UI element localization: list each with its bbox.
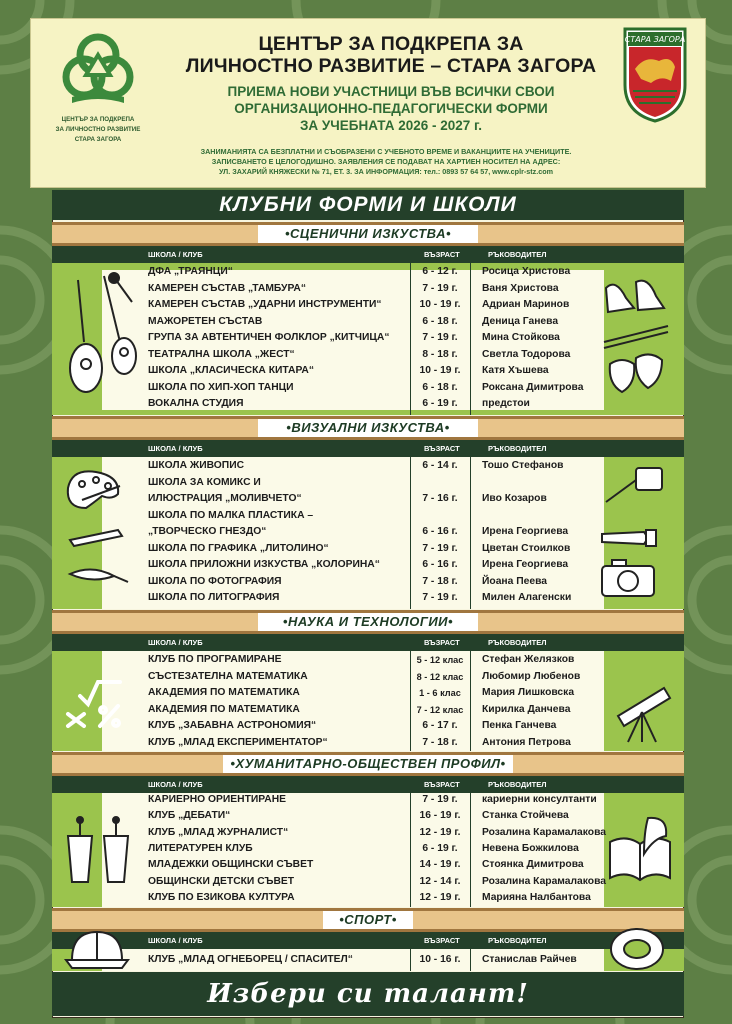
row-age: 6 - 17 г. — [422, 720, 458, 731]
row-age: 7 - 19 г. — [422, 592, 458, 603]
row-age: 5 - 12 клас — [416, 655, 464, 665]
row-name: МАЖОРЕТЕН СЪСТАВ — [148, 315, 263, 327]
row-age: 14 - 19 г. — [419, 859, 461, 871]
roller-tube-camera-icon — [592, 462, 676, 602]
row-name: КЛУБ „МЛАД ОГНЕБОРЕЦ / СПАСИТЕЛ“ — [148, 954, 353, 965]
row-name: КАРИЕРНО ОРИЕНТИРАНЕ — [148, 794, 287, 805]
shoes-drumsticks-masks-icon — [596, 268, 676, 408]
row-leader: кариерни консултанти — [482, 794, 597, 805]
column-age: ВЪЗРАСТ — [424, 780, 460, 789]
row-age: 1 - 6 клас — [419, 688, 461, 698]
book-quill-icon — [604, 812, 676, 888]
column-school: ШКОЛА / КЛУБ — [148, 936, 203, 945]
table-row — [52, 841, 684, 857]
row-age: 7 - 19 г. — [422, 332, 458, 343]
column-header — [52, 246, 684, 263]
row-name: ШКОЛА ЖИВОПИС — [148, 460, 245, 471]
table-row — [52, 652, 684, 668]
column-header — [52, 932, 684, 949]
row-age: 6 - 14 г. — [422, 460, 458, 471]
table-row — [52, 874, 684, 890]
header-subtitle-line-3: ЗА УЧЕБНАТА 2026 - 2027 г. — [299, 118, 483, 133]
row-leader: Антония Петрова — [482, 736, 571, 748]
row-name: ШКОЛА ПО ЛИТОГРАФИЯ — [148, 592, 280, 603]
row-leader: Милен Алагенски — [482, 592, 572, 603]
row-leader: Мина Стойкова — [482, 332, 560, 343]
row-name: АКАДЕМИЯ ПО МАТЕМАТИКА — [148, 703, 300, 715]
row-age: 6 - 16 г. — [422, 559, 458, 570]
row-name: КАМЕРЕН СЪСТАВ „УДАРНИ ИНСТРУМЕНТИ“ — [148, 299, 382, 310]
row-name: КЛУБ ПО ПРОГРАМИРАНЕ — [148, 654, 282, 665]
header-note-line-2: ЗАПИСВАНЕТО Е ЦЕЛОГОДИШНО. ЗАЯВЛЕНИЯ СЕ ПОДАВАТ НА ХАРТИЕН НОСИТЕЛ НА АДРЕС: — [211, 157, 561, 166]
header-title-line-1: ЦЕНТЪР ЗА ПОДКРЕПА ЗА — [258, 33, 524, 55]
column-header — [52, 634, 684, 651]
column-leader: РЪКОВОДИТЕЛ — [488, 444, 547, 453]
row-name: КЛУБ ПО ЕЗИКОВА КУЛТУРА — [148, 891, 295, 903]
section-title-stage-arts — [52, 222, 684, 246]
row-name: „ТВОРЧЕСКО ГНЕЗДО“ — [148, 526, 267, 537]
column-age: ВЪЗРАСТ — [424, 936, 460, 945]
row-leader: Розалина Карамалакова — [482, 826, 607, 838]
row-age: 7 - 19 г. — [422, 794, 458, 805]
row-name: МЛАДЕЖКИ ОБЩИНСКИ СЪВЕТ — [148, 859, 314, 871]
row-age: 7 - 12 клас — [416, 704, 464, 715]
table-row — [52, 702, 684, 718]
row-age: 7 - 18 г. — [422, 736, 458, 748]
crest-label: СТАРА ЗАГОРА — [624, 35, 686, 44]
row-name: СЪСТЕЗАТЕЛНА МАТЕМАТИКА — [148, 670, 308, 682]
row-leader: Стоянка Димитрова — [482, 859, 584, 871]
row-leader: Роксана Димитрова — [482, 381, 584, 393]
table-row — [52, 825, 684, 841]
row-leader: Адриан Маринов — [482, 299, 570, 310]
logo-caption-3: СТАРА ЗАГОРА — [74, 136, 122, 143]
row-leader: Пенка Ганчева — [482, 720, 557, 731]
section-title-humanitarian — [52, 752, 684, 776]
section-title-text: •СЦЕНИЧНИ ИЗКУСТВА• — [258, 225, 478, 243]
row-name: КЛУБ „ДЕБАТИ“ — [148, 810, 231, 822]
row-age: 10 - 19 г. — [419, 299, 461, 310]
main-title: КЛУБНИ ФОРМИ И ШКОЛИ — [52, 190, 684, 220]
section-title-text: •СПОРТ• — [323, 911, 413, 929]
row-name: КАМЕРЕН СЪСТАВ „ТАМБУРА“ — [148, 282, 307, 294]
section-title-visual-arts — [52, 416, 684, 440]
logo-caption-2: ЗА ЛИЧНОСТНО РАЗВИТИЕ — [55, 126, 141, 133]
row-age: 7 - 18 г. — [422, 575, 458, 587]
lifebuoy-icon — [608, 924, 666, 974]
math-symbols-icon — [62, 680, 124, 730]
row-age: 12 - 14 г. — [419, 875, 461, 887]
table-row — [52, 574, 684, 590]
header-subtitle — [176, 83, 606, 134]
podiums-icon — [60, 812, 136, 888]
row-age: 7 - 16 г. — [422, 493, 458, 504]
row-name: АКАДЕМИЯ ПО МАТЕМАТИКА — [148, 687, 300, 698]
row-leader: Станка Стойчева — [482, 810, 569, 822]
row-leader: предстои — [482, 398, 530, 409]
row-name: ШКОЛА ПО ФОТОГРАФИЯ — [148, 575, 282, 587]
row-name: ТЕАТРАЛНА ШКОЛА „ЖЕСТ“ — [148, 348, 295, 360]
section-title-text: •ВИЗУАЛНИ ИЗКУСТВА• — [258, 419, 478, 437]
table-row — [52, 508, 684, 524]
firefighter-helmet-icon — [64, 926, 130, 972]
row-name: ШКОЛА ПО ХИП-ХОП ТАНЦИ — [148, 381, 294, 393]
table-row — [52, 557, 684, 573]
row-name: ШКОЛА „КЛАСИЧЕСКА КИТАРА“ — [148, 365, 315, 376]
row-leader: Светла Тодорова — [482, 348, 571, 360]
row-leader: Ирена Георгиева — [482, 559, 569, 570]
row-age: 8 - 12 клас — [416, 671, 464, 682]
table-row — [52, 890, 684, 906]
section-title-text: •ХУМАНИТАРНО-ОБЩЕСТВЕН ПРОФИЛ• — [223, 755, 513, 773]
table-row — [52, 685, 684, 701]
row-age: 10 - 16 г. — [419, 954, 461, 965]
row-leader: Кирилка Данчева — [482, 703, 571, 715]
table-row — [52, 491, 684, 507]
column-school: ШКОЛА / КЛУБ — [148, 638, 203, 647]
header-note-line-1: ЗАНИМАНИЯТА СА БЕЗПЛАТНИ И СЪОБРАЗЕНИ С УЧЕБНОТО ВРЕМЕ И ВАКАНЦИИТЕ НА УЧЕНИЦИТЕ. — [200, 147, 572, 156]
row-name: ШКОЛА ПО МАЛКА ПЛАСТИКА – — [148, 509, 314, 521]
row-age: 7 - 19 г. — [422, 542, 458, 554]
row-leader: Тошо Стефанов — [482, 460, 564, 471]
logo-caption-1: ЦЕНТЪР ЗА ПОДКРЕПА — [61, 116, 135, 123]
table-row — [52, 669, 684, 685]
row-age: 8 - 18 г. — [422, 348, 458, 360]
center-logo — [43, 25, 153, 165]
city-crest — [621, 25, 689, 123]
row-name: ГРУПА ЗА АВТЕНТИЧЕН ФОЛКЛОР „КИТЧИЦА“ — [148, 332, 390, 343]
telescope-icon — [604, 680, 678, 746]
header-title-line-2: ЛИЧНОСТНО РАЗВИТИЕ – СТАРА ЗАГОРА — [185, 55, 597, 77]
row-name: ОБЩИНСКИ ДЕТСКИ СЪВЕТ — [148, 875, 295, 887]
table-row — [52, 524, 684, 540]
row-leader: Деница Ганева — [482, 315, 559, 327]
row-leader: Ваня Христова — [482, 282, 559, 294]
column-school: ШКОЛА / КЛУБ — [148, 780, 203, 789]
section-title-sport — [52, 908, 684, 932]
header-note — [151, 147, 621, 177]
row-name: ШКОЛА ПРИЛОЖНИ ИЗКУСТВА „КОЛОРИНА“ — [148, 559, 380, 570]
row-name: ШКОЛА ЗА КОМИКС И — [148, 476, 261, 488]
header-banner — [30, 18, 706, 188]
column-leader: РЪКОВОДИТЕЛ — [488, 638, 547, 647]
row-age: 6 - 19 г. — [422, 398, 458, 409]
row-leader: Иво Козаров — [482, 493, 547, 504]
palette-brush-pencil-icon — [62, 464, 132, 600]
row-age: 12 - 19 г. — [419, 891, 461, 903]
table-row — [52, 735, 684, 751]
row-age: 16 - 19 г. — [419, 810, 461, 822]
row-age: 6 - 18 г. — [422, 315, 458, 327]
row-leader: Катя Хъшева — [482, 365, 549, 376]
column-header — [52, 440, 684, 457]
row-age: 7 - 19 г. — [422, 282, 458, 294]
column-school: ШКОЛА / КЛУБ — [148, 444, 203, 453]
row-name: ШКОЛА ПО ГРАФИКА „ЛИТОЛИНО“ — [148, 542, 329, 554]
column-age: ВЪЗРАСТ — [424, 250, 460, 259]
table-row — [52, 475, 684, 491]
row-age: 10 - 19 г. — [419, 365, 461, 376]
header-title — [171, 33, 611, 77]
table-row — [52, 590, 684, 606]
column-age: ВЪЗРАСТ — [424, 444, 460, 453]
column-header — [52, 776, 684, 793]
row-leader: Стефан Желязков — [482, 654, 575, 665]
row-name: КЛУБ „ЗАБАВНА АСТРОНОМИЯ“ — [148, 720, 317, 731]
table-row — [52, 952, 684, 968]
row-leader: Мария Лишковска — [482, 687, 575, 698]
row-name: ЛИТЕРАТУРЕН КЛУБ — [148, 842, 253, 854]
section-title-science — [52, 610, 684, 634]
table-row — [52, 857, 684, 873]
triangle-knot-logo-icon — [58, 25, 138, 109]
table-row — [52, 792, 684, 808]
column-leader: РЪКОВОДИТЕЛ — [488, 250, 547, 259]
row-leader: Невена Божкилова — [482, 842, 579, 854]
row-leader: Марияна Налбантова — [482, 891, 591, 903]
section-title-text: •НАУКА И ТЕХНОЛОГИИ• — [258, 613, 478, 631]
row-age: 6 - 19 г. — [422, 842, 458, 854]
stara-zagora-crest-icon — [621, 25, 689, 123]
column-age: ВЪЗРАСТ — [424, 638, 460, 647]
header-note-line-3: УЛ. ЗАХАРИЙ КНЯЖЕСКИ № 71, ЕТ. 3. ЗА ИНФОРМАЦИЯ: тел.: 0893 57 64 57, www.cplr-stz.com — [218, 167, 554, 176]
row-age: 6 - 18 г. — [422, 381, 458, 393]
table-row — [52, 458, 684, 474]
row-name: ВОКАЛНА СТУДИЯ — [148, 398, 244, 409]
column-leader: РЪКОВОДИТЕЛ — [488, 780, 547, 789]
row-leader: Розалина Карамалакова — [482, 875, 607, 887]
row-leader: Любомир Любенов — [482, 670, 581, 682]
row-name: ДФА „ТРАЯНЦИ“ — [148, 266, 233, 277]
row-leader: Росица Христова — [482, 266, 571, 277]
table-row — [52, 808, 684, 824]
guitar-microphone-icon — [60, 272, 150, 402]
row-leader: Станислав Райчев — [482, 954, 577, 965]
row-leader: Ирена Георгиева — [482, 526, 569, 537]
row-age: 6 - 16 г. — [422, 526, 458, 537]
footer-slogan: Избери си талант! — [52, 972, 684, 1016]
row-name: ИЛЮСТРАЦИЯ „МОЛИВЧЕТО“ — [148, 493, 302, 504]
row-leader: Йоана Пеева — [482, 575, 547, 587]
table-row — [52, 541, 684, 557]
column-leader: РЪКОВОДИТЕЛ — [488, 936, 547, 945]
row-age: 6 - 12 г. — [422, 266, 458, 277]
table-row — [52, 718, 684, 734]
column-school: ШКОЛА / КЛУБ — [148, 250, 203, 259]
row-name: КЛУБ „МЛАД ЕКСПЕРИМЕНТАТОР“ — [148, 736, 328, 748]
row-leader: Цветан Стоилков — [482, 542, 571, 554]
row-name: КЛУБ „МЛАД ЖУРНАЛИСТ“ — [148, 826, 289, 838]
row-age: 12 - 19 г. — [419, 826, 461, 838]
header-subtitle-line-2: ОРГАНИЗАЦИОННО-ПЕДАГОГИЧЕСКИ ФОРМИ — [234, 101, 548, 116]
header-subtitle-line-1: ПРИЕМА НОВИ УЧАСТНИЦИ ВЪВ ВСИЧКИ СВОИ — [227, 84, 555, 99]
